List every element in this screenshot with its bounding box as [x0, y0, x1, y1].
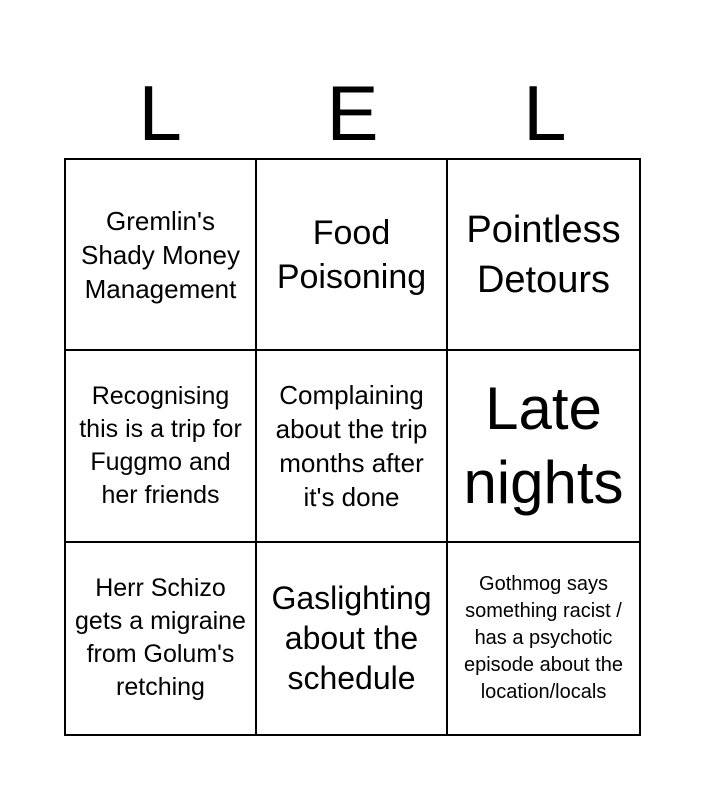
header-letter-3: L	[523, 69, 567, 157]
bingo-cell-text: Gremlin's Shady Money Management	[81, 205, 240, 304]
bingo-cell-4[interactable]	[66, 351, 257, 542]
bingo-cell-2[interactable]	[257, 160, 448, 351]
bingo-cell-text: Food Poisoning	[276, 213, 427, 296]
bingo-cell-text: Recognising this is a trip for Fuggmo and her friends	[79, 381, 242, 509]
bingo-cell-text: Complaining about the trip months after it's done	[275, 379, 428, 512]
bingo-cell-3[interactable]	[448, 160, 639, 351]
header-letter-2: E	[326, 69, 379, 157]
bingo-cell-text: Gothmog says something racist / has a psychotic episode about the location/locals	[463, 572, 624, 703]
bingo-cell-text: Herr Schizo gets a migraine from Golum's retching	[75, 574, 246, 702]
header-letter-1: L	[138, 69, 182, 157]
bingo-cell-5[interactable]	[257, 351, 448, 542]
bingo-cell-9[interactable]	[448, 543, 639, 734]
bingo-header	[64, 68, 641, 158]
bingo-cell-6[interactable]	[448, 351, 639, 542]
bingo-cell-text: Gaslighting about the schedule	[271, 580, 432, 697]
bingo-cell-text: Pointless Detours	[466, 208, 621, 301]
bingo-cell-8[interactable]	[257, 543, 448, 734]
bingo-board	[64, 158, 641, 736]
bingo-cell-text: Late nights	[463, 374, 624, 516]
bingo-cell-7[interactable]	[66, 543, 257, 734]
bingo-cell-1[interactable]	[66, 160, 257, 351]
